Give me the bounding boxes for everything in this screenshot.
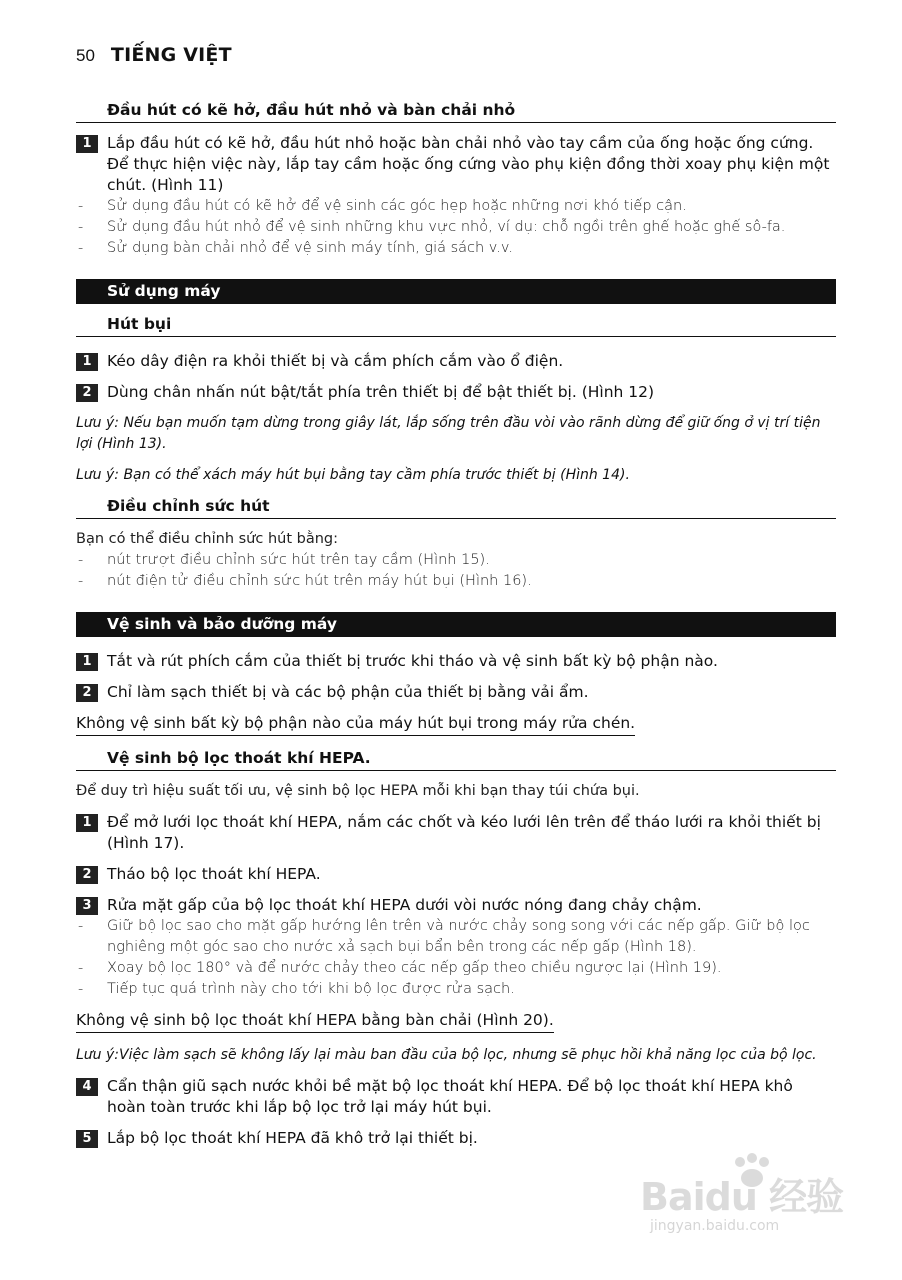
bullet-item: - nút trượt điều chỉnh sức hút trên tay cầm (Hình 15).	[76, 550, 836, 571]
paragraph-text: Bạn có thể điều chỉnh sức hút bằng:	[76, 531, 338, 547]
bullet-item: - Xoay bộ lọc 180° và để nước chảy theo các nếp gấp theo chiều ngược lại (Hình 19).	[76, 958, 836, 979]
step-text: Lắp bộ lọc thoát khí HEPA đã khô trở lại thiết bị.	[107, 1129, 478, 1147]
warning-text: Không vệ sinh bất kỳ bộ phận nào của máy hút bụi trong máy rửa chén.	[76, 713, 635, 736]
step-item	[76, 1076, 836, 1118]
subsection-hepa-title: Vệ sinh bộ lọc thoát khí HEPA.	[76, 748, 836, 771]
step-item	[76, 1128, 836, 1149]
step-text: Chỉ làm sạch thiết bị và các bộ phận của thiết bị bằng vải ẩm.	[107, 683, 589, 701]
step-text: Lắp đầu hút có kẽ hở, đầu hút nhỏ hoặc bàn chải nhỏ vào tay cầm của ống hoặc ống cứng. Để thực hiện việc này, lắp tay cầm hoặc ống cứng vào phụ kiện đồng thời xoay phụ kiện một chút. (Hình 11)	[107, 134, 830, 194]
bullet-item: - Sử dụng đầu hút nhỏ để vệ sinh những khu vực nhỏ, ví dụ: chỗ ngồi trên ghế hoặc ghế sô-fa.	[76, 217, 836, 238]
step-text: Dùng chân nhấn nút bật/tắt phía trên thiết bị để bật thiết bị. (Hình 12)	[107, 383, 655, 401]
watermark-url: jingyan.baidu.com	[650, 1218, 780, 1234]
step-number: 3	[76, 897, 98, 915]
warning-text: Không vệ sinh bộ lọc thoát khí HEPA bằng bàn chải (Hình 20).	[76, 1010, 554, 1033]
subsection-suction-title: Điều chỉnh sức hút	[76, 496, 836, 519]
step-item	[76, 382, 836, 403]
page-language-title: TIẾNG VIỆT	[110, 44, 232, 66]
step-number: 1	[76, 353, 98, 371]
step-text: Tắt và rút phích cắm của thiết bị trước khi tháo và vệ sinh bất kỳ bộ phận nào.	[107, 652, 718, 670]
page-number: 50	[76, 46, 95, 65]
step-item	[76, 351, 836, 372]
baidu-watermark	[640, 1152, 860, 1242]
bullet-item: - Sử dụng bàn chải nhỏ để vệ sinh máy tính, giá sách v.v.	[76, 238, 836, 259]
section-cleaning-title: Vệ sinh và bảo dưỡng máy	[76, 612, 836, 637]
step-number: 1	[76, 653, 98, 671]
watermark-brand: Baidu 经验	[640, 1175, 844, 1219]
note-text: Lưu ý: Nếu bạn muốn tạm dừng trong giây lát, lắp sống trên đầu vòi vào rãnh dừng để giữ ống ở vị trí tiện lợi (Hình 13).	[76, 415, 821, 452]
step-number: 2	[76, 384, 98, 402]
note-text: Lưu ý: Bạn có thể xách máy hút bụi bằng tay cầm phía trước thiết bị (Hình 14).	[76, 467, 630, 483]
bullet-item: - nút điện tử điều chỉnh sức hút trên máy hút bụi (Hình 16).	[76, 571, 836, 592]
step-text: Kéo dây điện ra khỏi thiết bị và cắm phích cắm vào ổ điện.	[107, 352, 564, 370]
step-item	[76, 682, 836, 703]
step-text: Để mở lưới lọc thoát khí HEPA, nắm các chốt và kéo lưới lên trên để tháo lưới ra khỏi thiết bị (Hình 17).	[107, 813, 821, 852]
section-using-title: Sử dụng máy	[76, 279, 836, 304]
step-text: Rửa mặt gấp của bộ lọc thoát khí HEPA dưới vòi nước nóng đang chảy chậm.	[107, 896, 702, 914]
bullet-item: - Giữ bộ lọc sao cho mặt gấp hướng lên trên và nước chảy song song với các nếp gấp. Giữ bộ lọc nghiêng một góc sao cho nước xả sạch bụi bẩn bên trong các nếp gấp (Hình 18).	[76, 916, 836, 958]
step-number: 2	[76, 866, 98, 884]
page-content	[76, 100, 836, 1159]
paragraph-text: Để duy trì hiệu suất tối ưu, vệ sinh bộ lọc HEPA mỗi khi bạn thay túi chứa bụi.	[76, 783, 640, 799]
subsection-vacuuming-title: Hút bụi	[76, 314, 836, 337]
step-item	[76, 812, 836, 854]
section-accessories-title: Đầu hút có kẽ hở, đầu hút nhỏ và bàn chải nhỏ	[76, 100, 836, 123]
step-text: Cẩn thận giũ sạch nước khỏi bề mặt bộ lọc thoát khí HEPA. Để bộ lọc thoát khí HEPA khô hoàn toàn trước khi lắp bộ lọc trở lại máy hút bụi.	[107, 1077, 793, 1116]
step-text: Tháo bộ lọc thoát khí HEPA.	[107, 865, 321, 883]
step-item	[76, 133, 836, 196]
step-item	[76, 651, 836, 672]
step-item	[76, 895, 836, 916]
page-header	[76, 44, 232, 70]
note-text: Lưu ý:Việc làm sạch sẽ không lấy lại màu ban đầu của bộ lọc, nhưng sẽ phục hồi khả năng lọc của bộ lọc.	[76, 1047, 817, 1063]
step-item	[76, 864, 836, 885]
step-number: 5	[76, 1130, 98, 1148]
bullet-item: - Tiếp tục quá trình này cho tới khi bộ lọc được rửa sạch.	[76, 979, 836, 1000]
step-number: 4	[76, 1078, 98, 1096]
step-number: 1	[76, 814, 98, 832]
step-number: 2	[76, 684, 98, 702]
bullet-item: - Sử dụng đầu hút có kẽ hở để vệ sinh các góc hẹp hoặc những nơi khó tiếp cận.	[76, 196, 836, 217]
step-number: 1	[76, 135, 98, 153]
